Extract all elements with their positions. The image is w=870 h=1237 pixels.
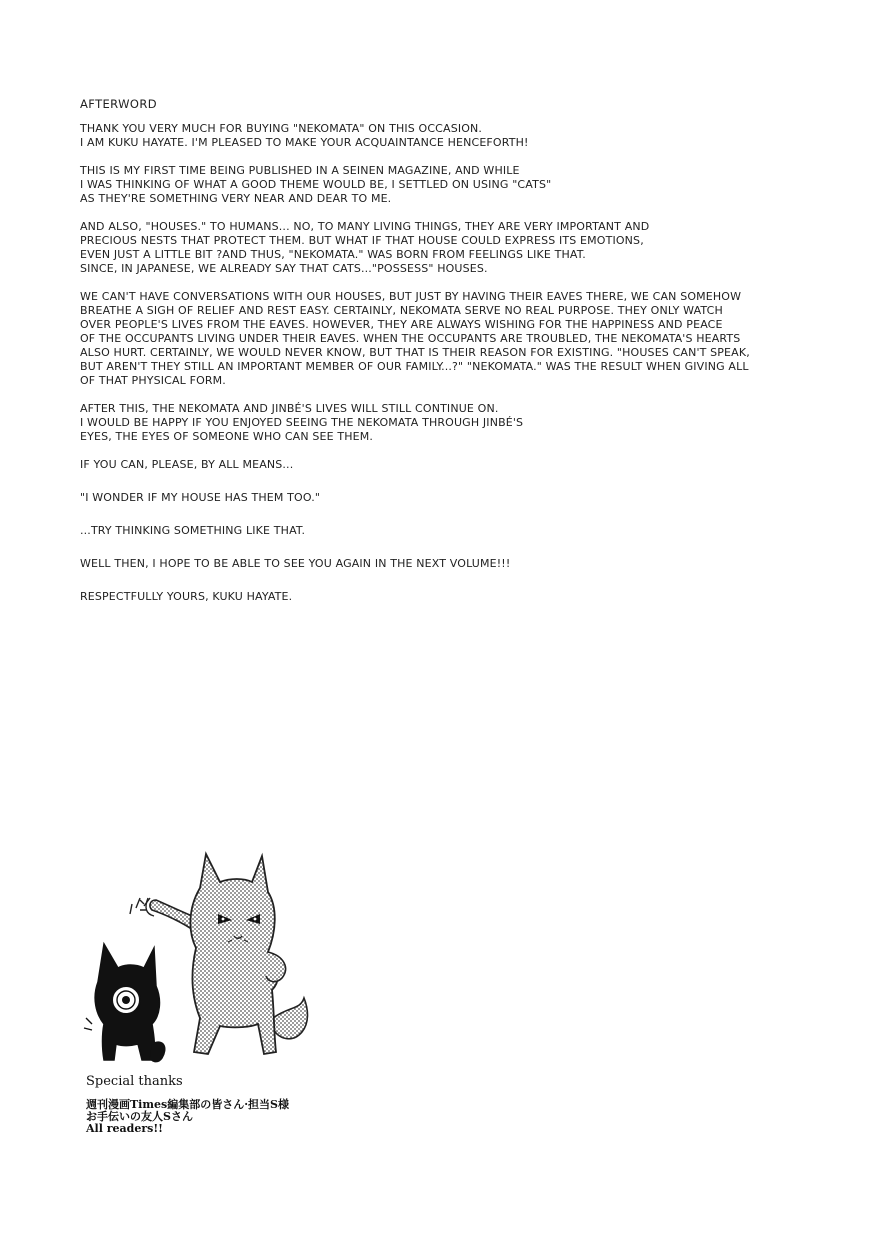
- text-line: ALSO HURT. CERTAINLY, WE WOULD NEVER KNOW, BUT THAT IS THEIR REASON FOR EXISTING. "HOUSES CAN'T SPEAK,: [80, 346, 750, 359]
- text-line: EVEN JUST A LITTLE BIT ?AND THUS, "NEKOMATA." WAS BORN FROM FEELINGS LIKE THAT.: [80, 248, 586, 261]
- text-line: THIS IS MY FIRST TIME BEING PUBLISHED IN A SEINEN MAGAZINE, AND WHILE: [80, 164, 520, 177]
- text-line: THANK YOU VERY MUCH FOR BUYING "NEKOMATA" ON THIS OCCASION.: [80, 122, 483, 135]
- afterword-heading: AFTERWORD: [80, 97, 157, 111]
- text-line: BREATHE A SIGH OF RELIEF AND REST EASY. CERTAINLY, NEKOMATA SERVE NO REAL PURPOSE. THEY ONLY WATCH: [80, 304, 723, 317]
- special-thanks-title: Special thanks: [86, 1074, 183, 1089]
- afterword-paragraph-4: [80, 290, 800, 388]
- afterword-paragraph-1: [80, 122, 800, 150]
- text-line: EYES, THE EYES OF SOMEONE WHO CAN SEE THEM.: [80, 430, 374, 443]
- special-thanks-block: [86, 1074, 289, 1135]
- text-line: I WOULD BE HAPPY IF YOU ENJOYED SEEING THE NEKOMATA THROUGH JINBÉ'S: [80, 416, 524, 429]
- afterword-paragraph-2: [80, 164, 800, 206]
- special-thanks-line: All readers!!: [86, 1122, 163, 1135]
- text-line: OF THAT PHYSICAL FORM.: [80, 374, 226, 387]
- text-line: SINCE, IN JAPANESE, WE ALREADY SAY THAT CATS..."POSSESS" HOUSES.: [80, 262, 488, 275]
- special-thanks-line: 週刊漫画Times編集部の皆さん·担当S様: [86, 1098, 289, 1111]
- text-line: WE CAN'T HAVE CONVERSATIONS WITH OUR HOUSES, BUT JUST BY HAVING THEIR EAVES THERE, WE CAN SOMEHOW: [80, 290, 742, 303]
- afterword-text-block: [80, 97, 800, 604]
- text-line: AND ALSO, "HOUSES." TO HUMANS... NO, TO MANY LIVING THINGS, THEY ARE VERY IMPORTANT AND: [80, 220, 650, 233]
- text-line: AS THEY'RE SOMETHING VERY NEAR AND DEAR TO ME.: [80, 192, 392, 205]
- afterword-paragraph-3: [80, 220, 800, 276]
- afterword-paragraph-5: [80, 402, 800, 444]
- afterword-signature: RESPECTFULLY YOURS, KUKU HAYATE.: [80, 590, 293, 603]
- black-cat-icon: [84, 898, 165, 1062]
- afterword-short-line-4: WELL THEN, I HOPE TO BE ABLE TO SEE YOU AGAIN IN THE NEXT VOLUME!!!: [80, 557, 511, 570]
- grey-cat-icon: [140, 854, 308, 1054]
- afterword-short-line-1: IF YOU CAN, PLEASE, BY ALL MEANS...: [80, 458, 294, 471]
- text-line: PRECIOUS NESTS THAT PROTECT THEM. BUT WHAT IF THAT HOUSE COULD EXPRESS ITS EMOTIONS,: [80, 234, 644, 247]
- text-line: OF THE OCCUPANTS LIVING UNDER THEIR EAVES. WHEN THE OCCUPANTS ARE TROUBLED, THE NEKOMATA'S HEARTS: [80, 332, 741, 345]
- text-line: I AM KUKU HAYATE. I'M PLEASED TO MAKE YOUR ACQUAINTANCE HENCEFORTH!: [80, 136, 529, 149]
- two-cats-illustration-icon: [78, 848, 328, 1070]
- afterword-short-line-3: ...TRY THINKING SOMETHING LIKE THAT.: [80, 524, 306, 537]
- text-line: AFTER THIS, THE NEKOMATA AND JINBÉ'S LIVES WILL STILL CONTINUE ON.: [80, 402, 499, 415]
- afterword-short-line-2: "I WONDER IF MY HOUSE HAS THEM TOO.": [80, 491, 321, 504]
- special-thanks-line: お手伝いの友人Sさん: [86, 1110, 193, 1123]
- text-line: I WAS THINKING OF WHAT A GOOD THEME WOULD BE, I SETTLED ON USING "CATS": [80, 178, 552, 191]
- text-line: OVER PEOPLE'S LIVES FROM THE EAVES. HOWEVER, THEY ARE ALWAYS WISHING FOR THE HAPPINESS AND PEACE: [80, 318, 723, 331]
- text-line: BUT AREN'T THEY STILL AN IMPORTANT MEMBER OF OUR FAMILY...?" "NEKOMATA." WAS THE RESULT WHEN GIVING ALL: [80, 360, 749, 373]
